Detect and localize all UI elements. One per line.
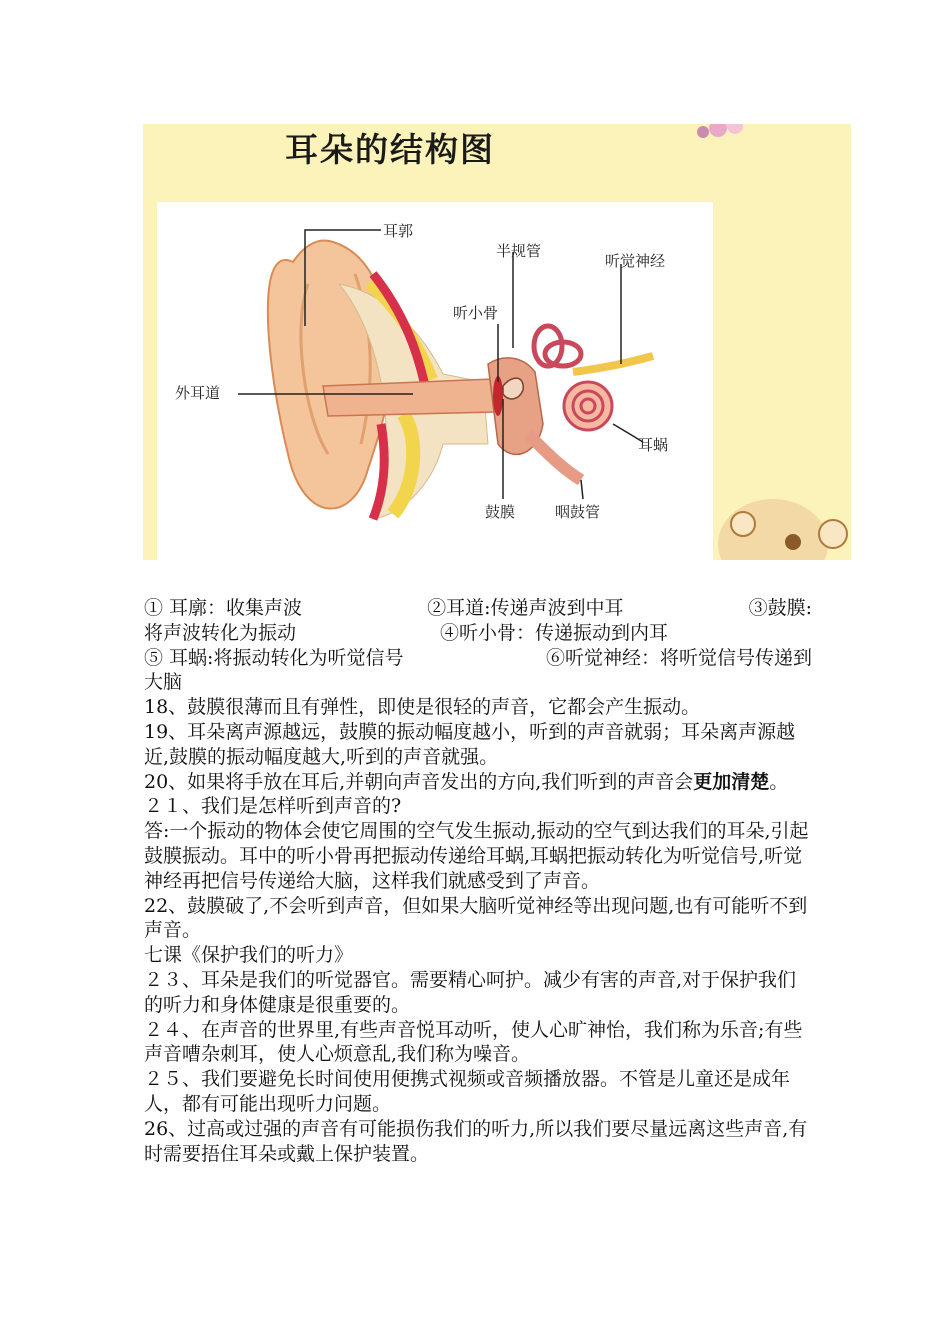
paragraph-20 [144, 770, 812, 795]
paragraph-22: 22、鼓膜破了,不会听到声音，但如果大脑听觉神经等出现问题,也有可能听不到声音。 [144, 894, 808, 942]
item-eardrum-function-end: 将声波转化为振动 [144, 621, 297, 644]
item-ossicles-function: ④听小骨：传递振动到内耳 [440, 621, 669, 644]
item-auricle-function: ① 耳廓：收集声波 [144, 597, 303, 619]
paragraph-20-emphasis: 更加清楚 [693, 770, 770, 793]
flower-decoration-icon [697, 124, 743, 138]
item-cochlea-function: ⑤ 耳蜗:将振动转化为听觉信号 [144, 646, 404, 669]
label-auditory-nerve: 听觉神经 [605, 252, 666, 270]
item-eardrum-function-start: ③鼓膜: [748, 597, 812, 619]
question-21: ２１、我们是怎样听到声音的? [144, 795, 402, 818]
paragraph-20-end: 。 [769, 770, 789, 793]
paragraph-25: ２５、我们要避免长时间使用便携式视频或音频播放器。不管是儿童还是成年人，都有可能出现听力问题。 [144, 1068, 791, 1115]
function-list-row-1 [144, 596, 812, 621]
label-semicircular: 半规管 [496, 242, 542, 260]
ear-diagram [143, 124, 851, 560]
item-nerve-function-end: 大脑 [144, 671, 183, 694]
paragraph-23: ２３、耳朵是我们的听觉器官。需要精心呵护。减少有害的声音,对于保护我们的听力和身体健康是很重要的。 [144, 968, 797, 1016]
cochlea-shape [564, 382, 612, 430]
paragraph-19: 19、耳朵离声源越远，鼓膜的振动幅度越小，听到的声音就弱；耳朵离声源越近,鼓膜的振动幅度越大,听到的声音就强。 [144, 720, 796, 768]
document-body [144, 596, 812, 1166]
figure-title: 耳朵的结构图 [285, 130, 495, 169]
answer-21: 答:一个振动的物体会使它周围的空气发生振动,振动的空气到达我们的耳朵,引起鼓膜振动。耳中的听小骨再把振动传递给耳蜗,耳蜗把振动转化为听觉信号,听觉神经再把信号传递给大脑，这样我们就感受到了声音。 [144, 820, 809, 892]
lesson-7-heading: 七课《保护我们的听力》 [144, 944, 354, 967]
ear-structure-figure [143, 124, 851, 560]
label-ear-canal: 外耳道 [175, 384, 221, 402]
label-auricle: 耳郭 [383, 222, 414, 240]
function-list-row-2 [144, 621, 812, 646]
label-cochlea: 耳蜗 [638, 436, 669, 454]
item-nerve-function: ⑥听觉神经：将听觉信号传递到 [545, 646, 812, 669]
cartoon-decoration-icon [718, 499, 847, 560]
paragraph-20-text: 20、如果将手放在耳后,并朝向声音发出的方向,我们听到的声音会 [144, 770, 694, 793]
label-ossicles: 听小骨 [453, 304, 499, 322]
item-ear-canal-function: ②耳道:传递声波到中耳 [427, 597, 624, 619]
paragraph-26: 26、过高或过强的声音有可能损伤我们的听力,所以我们要尽量远离这些声音,有时需要捂住耳朵或戴上保护装置。 [144, 1117, 808, 1165]
paragraph-18: 18、鼓膜很薄而且有弹性，即使是很轻的声音，它都会产生振动。 [144, 696, 701, 719]
label-eardrum: 鼓膜 [485, 503, 516, 521]
function-list-row-3 [144, 646, 812, 671]
paragraph-24: ２４、在声音的世界里,有些声音悦耳动听，使人心旷神怡，我们称为乐音;有些声音嘈杂刺耳，使人心烦意乱,我们称为噪音。 [144, 1018, 803, 1066]
label-eustachian: 咽鼓管 [555, 503, 601, 521]
